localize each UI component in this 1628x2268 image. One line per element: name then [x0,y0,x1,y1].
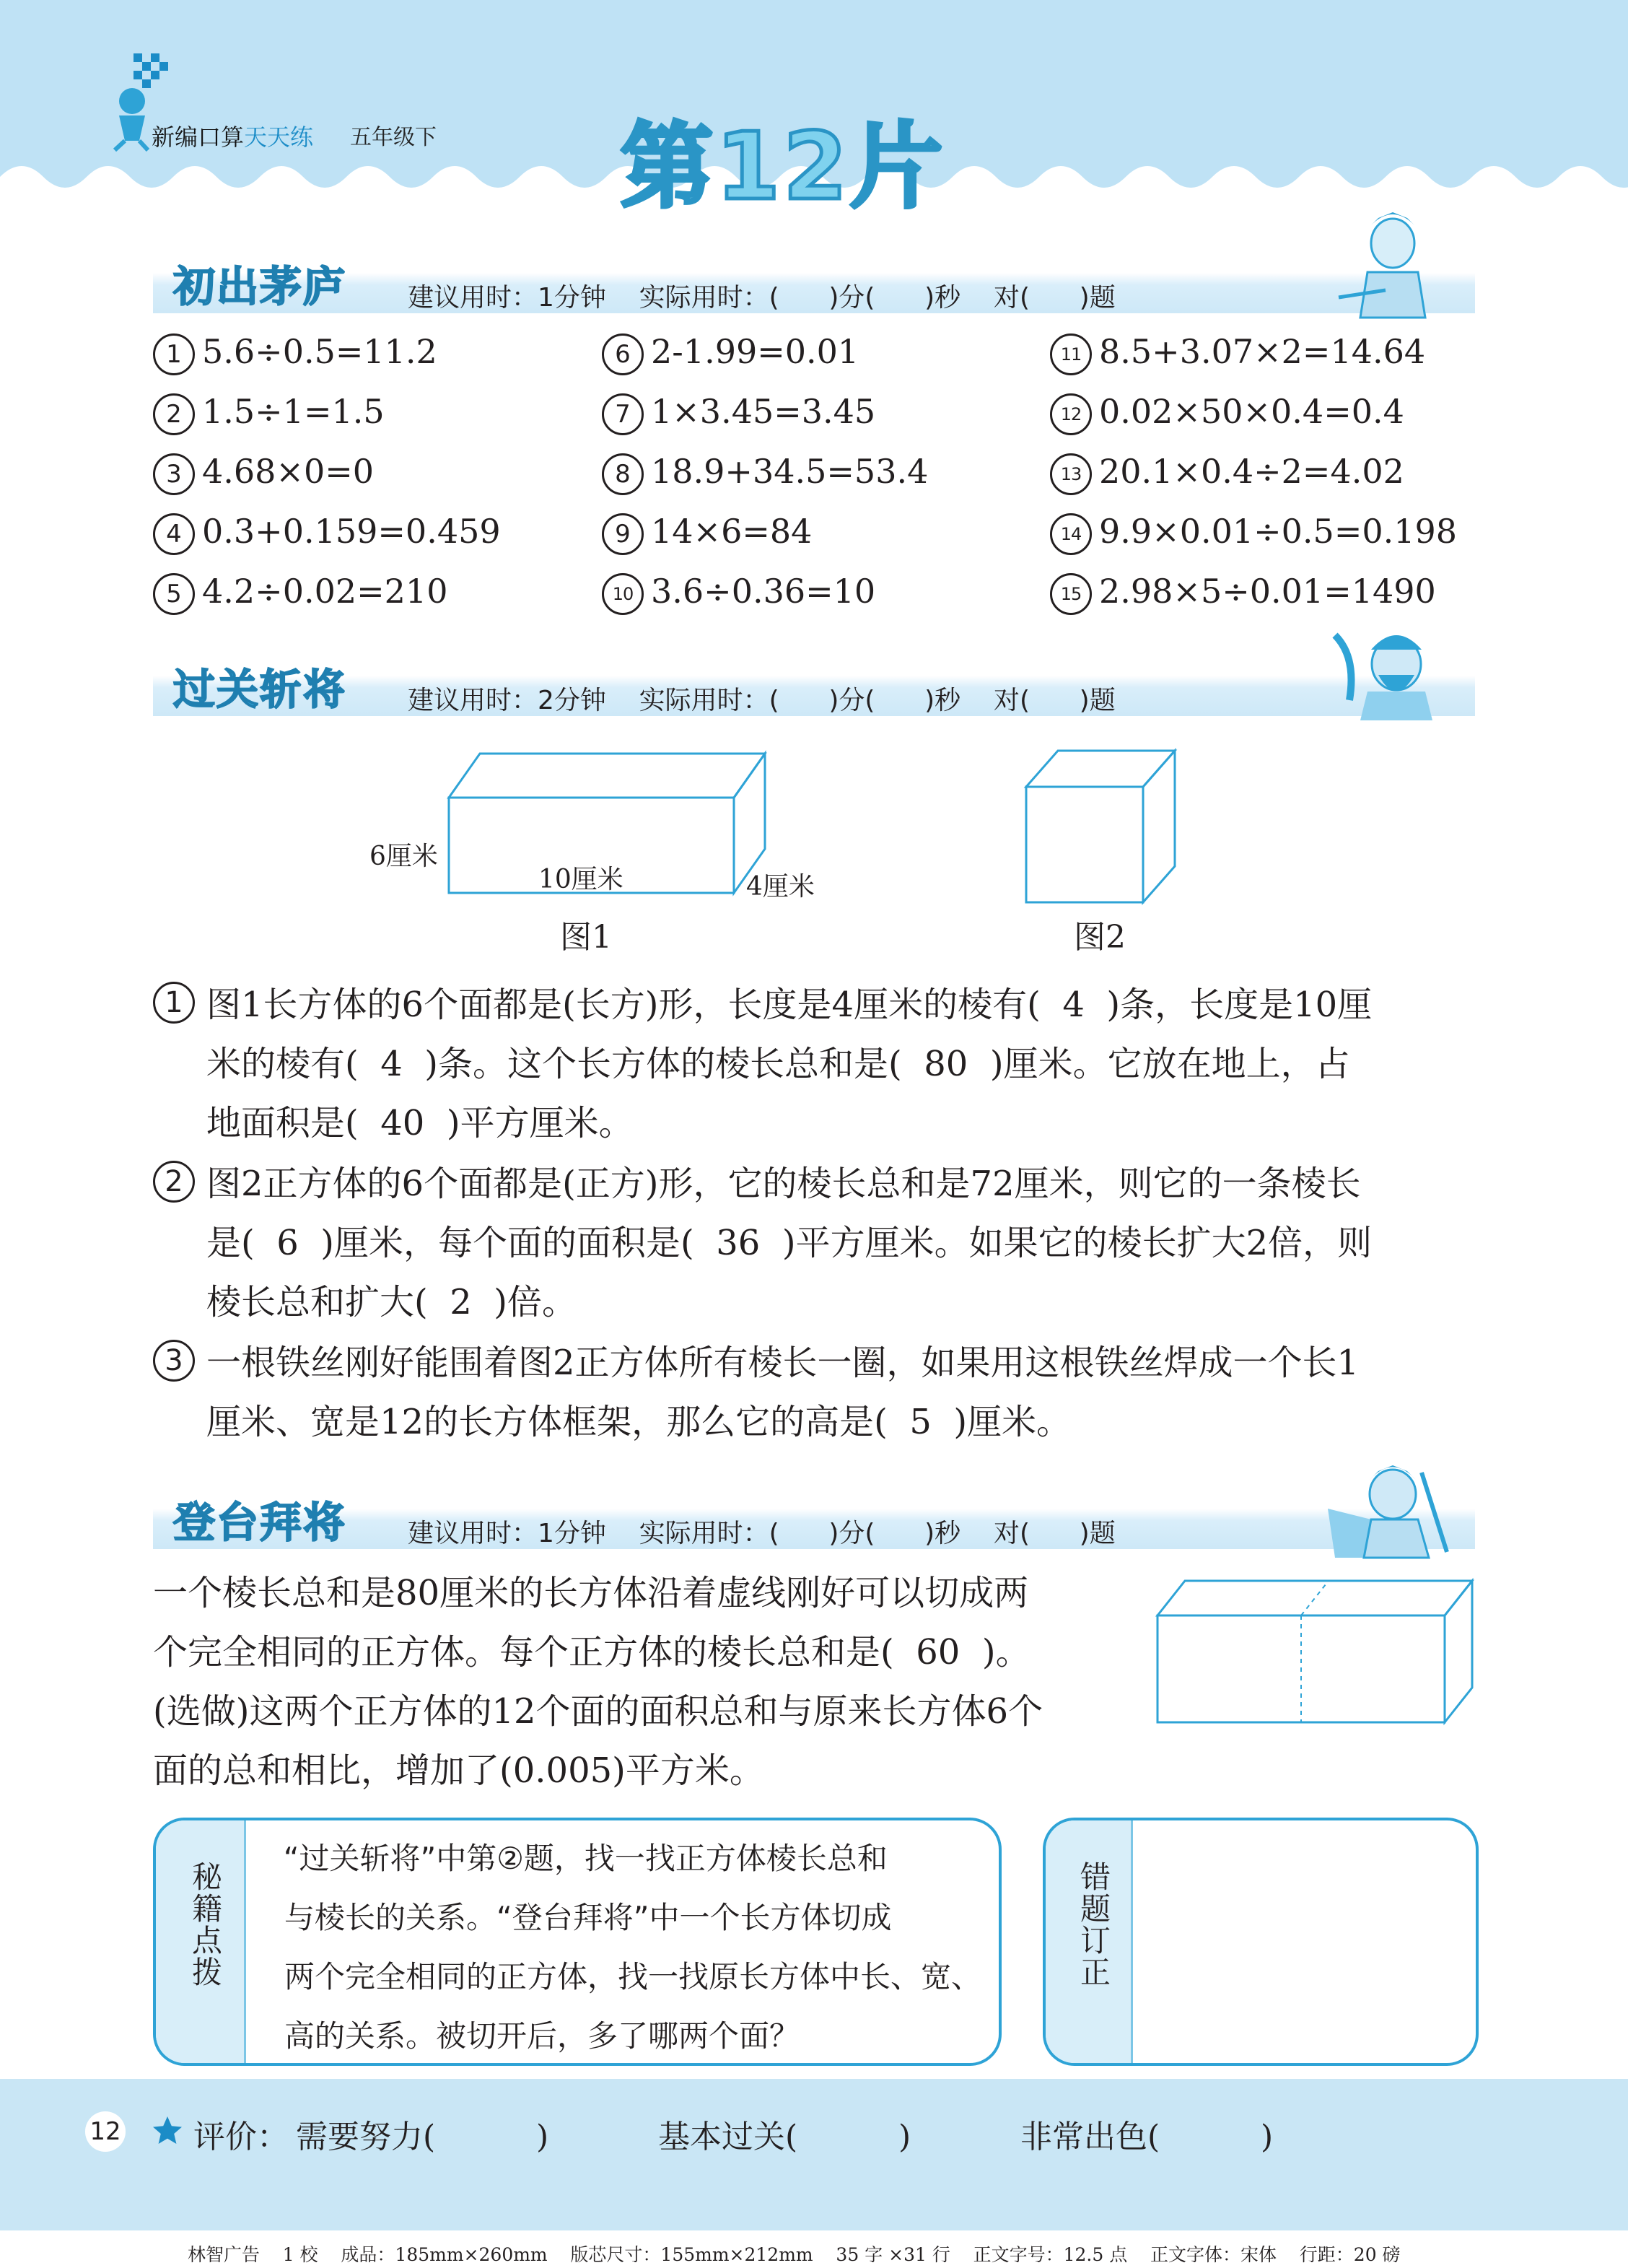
tips-label: 秘籍点拨 [188,1861,223,1988]
item-number: 8 [602,453,644,495]
calc-item [1050,392,1404,435]
fig1-length-label: 10厘米 [538,865,623,894]
page-number: 12 [85,2111,126,2152]
tip-line: 两个完全相同的正方体，找一找原长方体中长、宽、 [284,1959,982,1994]
item-number: 9 [602,513,644,555]
item-number: 6 [602,333,644,375]
question-number: 1 [153,982,195,1024]
question-line: 厘米、宽是12的长方体框架，那么它的高是( 5 )厘米。 [206,1402,1072,1442]
section-title-2: 过关斩将 [173,665,347,714]
eval-option-pass[interactable]: 基本过关( ) [658,2119,911,2155]
question-line: 地面积是( 40 )平方厘米。 [206,1103,634,1143]
calc-expression: 1.5÷1=1.5 [202,392,385,431]
question-number: 2 [153,1161,195,1203]
item-number: 10 [602,573,644,615]
item-number: 1 [153,333,195,375]
section3-line: 面的总和相比，增加了(0.005)平方米。 [153,1750,764,1791]
item-number: 14 [1050,513,1092,555]
brand-name [152,119,313,152]
error-label-panel [1046,1820,1133,2063]
calc-item [602,572,875,615]
item-number: 13 [1050,453,1092,495]
brand-accent: 天天练 [244,123,314,151]
question-number: 3 [153,1340,195,1382]
tip-line: “过关斩将”中第②题，找一找正方体棱长总和 [264,1841,888,1876]
calc-item [1050,572,1436,615]
calc-expression: 14×6=84 [651,512,813,551]
calc-expression: 4.68×0=0 [202,452,375,491]
calc-item [1050,332,1425,375]
calc-expression: 2-1.99=0.01 [651,332,859,371]
item-number: 15 [1050,573,1092,615]
calc-expression: 5.6÷0.5=11.2 [202,332,437,371]
calc-expression: 0.02×50×0.4=0.4 [1099,392,1404,431]
brand-prefix: 新编口算 [152,123,245,151]
item-number: 12 [1050,393,1092,435]
cube-top-face [1026,751,1175,787]
question-line: 米的棱有( 4 )条。这个长方体的棱长总和是( 80 )厘米。它放在地上，占 [206,1044,1350,1084]
calc-expression: 4.2÷0.02=210 [202,572,448,611]
error-correction-box[interactable] [1043,1818,1479,2066]
item-number: 11 [1050,333,1092,375]
calc-item [1050,452,1404,495]
item-number: 7 [602,393,644,435]
question-line: 一根铁丝刚好能围着图2正方体所有棱长一圈，如果用这根铁丝焊成一个长1 [206,1343,1360,1383]
item-number: 5 [153,573,195,615]
section-meta-3: 建议用时：1分钟 实际用时：( )分( )秒 对( )题 [408,1519,1116,1548]
calc-item [153,332,437,375]
calc-item [1050,512,1457,555]
section3-line: 个完全相同的正方体。每个正方体的棱长总和是( 60 )。 [153,1632,1030,1672]
grade-label: 五年级下 [350,125,437,150]
calc-item [153,392,385,435]
calc-expression: 8.5+3.07×2=14.64 [1099,332,1426,371]
fig1-caption: 图1 [560,919,612,956]
calc-expression: 0.3+0.159=0.459 [202,512,501,551]
calc-expression: 18.9+34.5=53.4 [651,452,929,491]
fig2-caption: 图2 [1074,919,1126,956]
calc-item [153,572,447,615]
fig1-height-label: 6厘米 [369,842,438,871]
print-info: 林智广告 1 校 成品：185mm×260mm 版芯尺寸：155mm×212mm 35 字 ×31 行 正文字号：12.5 点 正文字体：宋体 行距：20 磅 [188,2244,1401,2265]
calc-expression: 2.98×5÷0.01=1490 [1099,572,1436,611]
cut-line [1301,1581,1329,1722]
section-title-1: 初出茅庐 [173,262,347,311]
cuboid-top-face [449,754,765,798]
page-title: 第12片 [621,113,946,221]
question-line: 是( 6 )厘米，每个面的面积是( 36 )平方厘米。如果它的棱长扩大2倍，则 [206,1223,1373,1263]
question-line: 图1长方体的6个面都是(长方)形，长度是4厘米的棱有( 4 )条，长度是10厘 [206,985,1373,1025]
eval-option-needs-effort[interactable]: 需要努力( ) [296,2119,549,2155]
tip-line: 与棱长的关系。“登台拜将”中一个长方体切成 [284,1900,892,1935]
calc-expression: 3.6÷0.36=10 [651,572,876,611]
calc-item [153,452,374,495]
cube-side-face [1143,751,1175,902]
section3-cuboid-figure [1147,1574,1479,1732]
scholar-character-icon [1335,204,1443,319]
calc-expression: 9.9×0.01÷0.5=0.198 [1099,512,1458,551]
section-meta-1: 建议用时：1分钟 实际用时：( )分( )秒 对( )题 [408,283,1116,313]
tips-box [153,1818,1002,2066]
calc-expression: 20.1×0.4÷2=4.02 [1099,452,1404,491]
calc-item [153,512,501,555]
tip-line: 高的关系。被切开后，多了哪两个面？ [284,2018,800,2054]
item-number: 2 [153,393,195,435]
calc-expression: 1×3.45=3.45 [651,392,876,431]
eval-option-excellent[interactable]: 非常出色( ) [1020,2119,1274,2155]
section3-line: (选做)这两个正方体的12个面的面积总和与原来长方体6个 [153,1691,1043,1732]
calc-item [602,452,928,495]
item-number: 3 [153,453,195,495]
tips-label-panel [156,1820,246,2063]
evaluation-label: 评价： [193,2119,289,2155]
calc-item [602,512,812,555]
figure-2-cube [1017,743,1191,910]
warrior-character-icon [1321,1451,1450,1559]
question-line: 图2正方体的6个面都是(正方)形，它的棱长总和是72厘米，则它的一条棱长 [206,1164,1361,1204]
section-meta-2: 建议用时：2分钟 实际用时：( )分( )秒 对( )题 [408,686,1116,715]
section-title-3: 登台拜将 [173,1498,347,1547]
item-number: 4 [153,513,195,555]
calc-item [602,392,875,435]
error-label: 错题订正 [1076,1861,1111,1988]
general-character-icon [1328,621,1450,722]
cuboid-side-face [1445,1581,1472,1722]
star-icon [150,2114,185,2148]
section3-line: 一个棱长总和是80厘米的长方体沿着虚线刚好可以切成两 [153,1573,1029,1613]
fig1-width-label: 4厘米 [746,872,815,902]
cuboid-top-face [1157,1581,1472,1615]
question-line: 棱长总和扩大( 2 )倍。 [206,1282,577,1322]
calc-item [602,332,859,375]
cube-front-face [1026,787,1143,902]
